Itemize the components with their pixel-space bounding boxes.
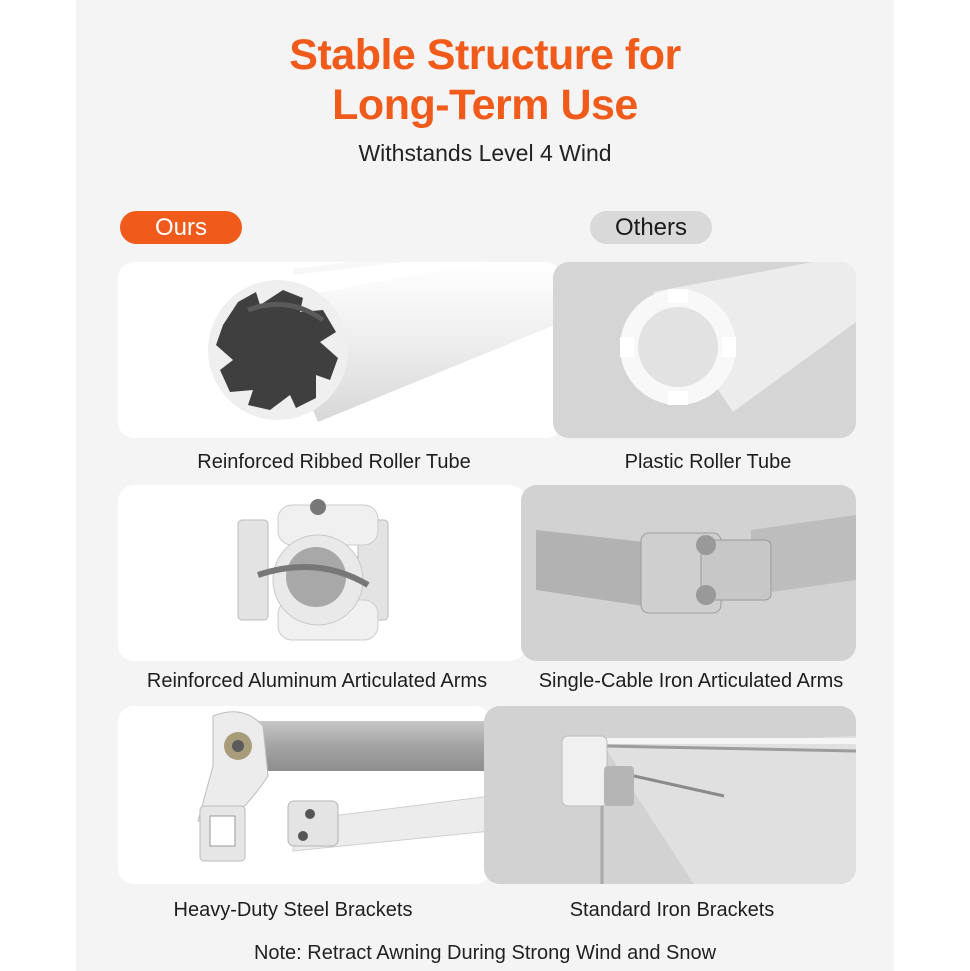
subtitle: Withstands Level 4 Wind bbox=[358, 140, 612, 166]
plastic-roller-tube-image bbox=[553, 262, 856, 438]
ours-label: Ours bbox=[120, 211, 242, 244]
caption-ours-brackets: Heavy-Duty Steel Brackets bbox=[173, 899, 413, 921]
caption-others-brackets: Standard Iron Brackets bbox=[569, 899, 775, 921]
iron-articulated-arm-image bbox=[521, 485, 856, 661]
steel-bracket-image bbox=[118, 706, 491, 884]
caption-others-roller-tube: Plastic Roller Tube bbox=[624, 451, 792, 473]
caption-others-arms: Single-Cable Iron Articulated Arms bbox=[538, 670, 844, 692]
caption-ours-roller-tube: Reinforced Ribbed Roller Tube bbox=[197, 451, 471, 473]
caption-ours-arms: Reinforced Aluminum Articulated Arms bbox=[146, 670, 488, 692]
title-line-2: Long-Term Use bbox=[332, 81, 638, 129]
iron-bracket-image bbox=[484, 706, 856, 884]
aluminum-articulated-arm-image bbox=[118, 485, 526, 661]
ribbed-roller-tube-image bbox=[118, 262, 562, 438]
footer-note: Note: Retract Awning During Strong Wind and Snow bbox=[253, 942, 717, 964]
others-label: Others bbox=[590, 211, 712, 244]
title-line-1: Stable Structure for bbox=[289, 31, 681, 79]
